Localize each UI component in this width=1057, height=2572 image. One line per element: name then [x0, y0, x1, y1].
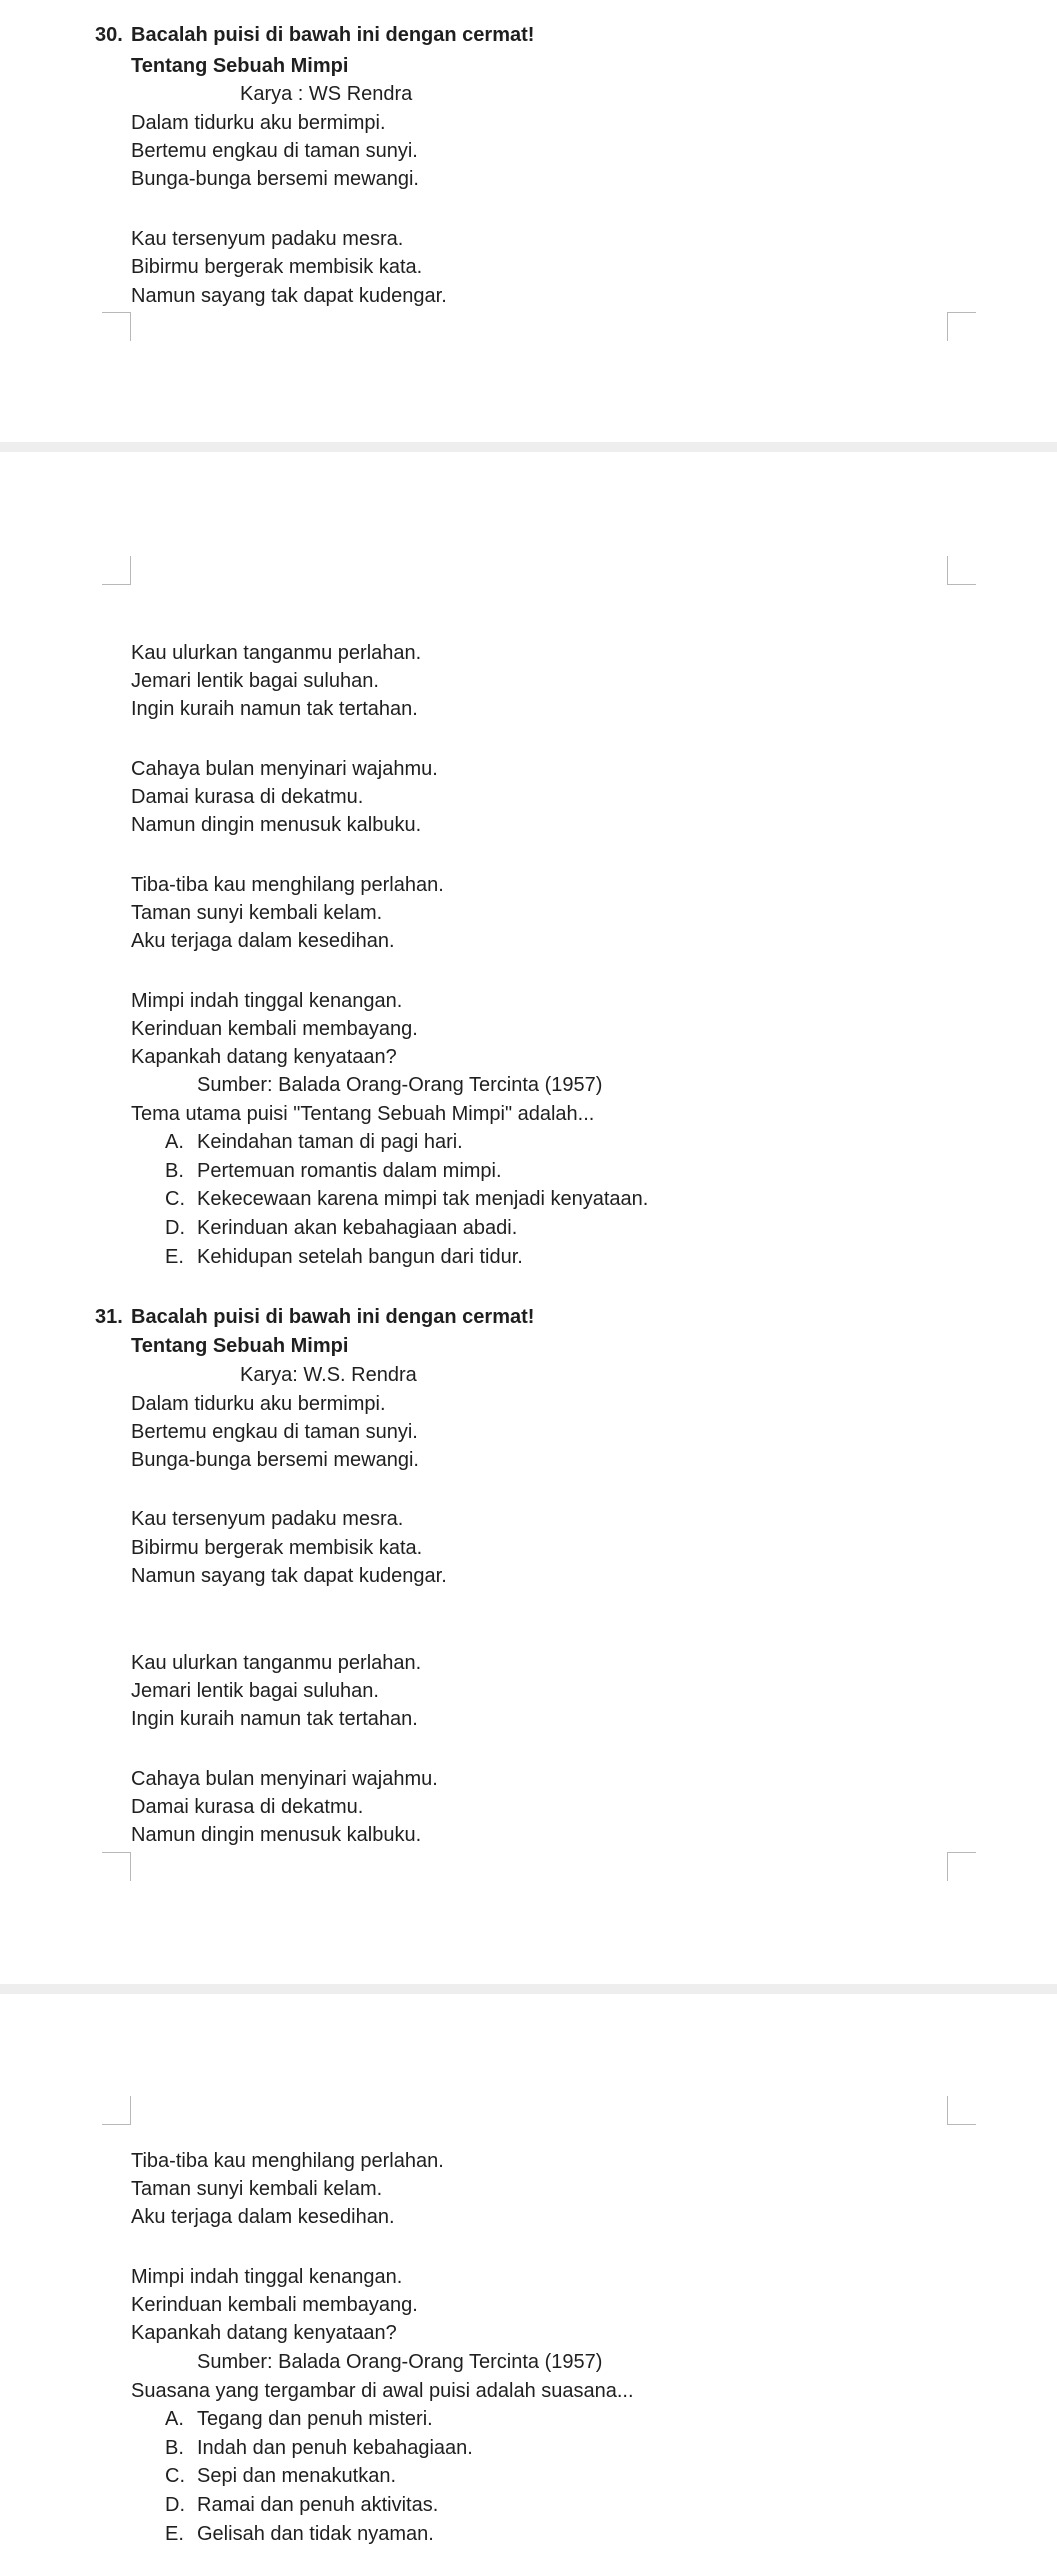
- poem-title: Tentang Sebuah Mimpi: [131, 55, 349, 77]
- poem-line: Aku terjaga dalam kesedihan.: [131, 2206, 395, 2228]
- poem-source: Sumber: Balada Orang-Orang Tercinta (1957): [197, 2351, 603, 2373]
- question-text: Tema utama puisi "Tentang Sebuah Mimpi" adalah...: [131, 1103, 595, 1125]
- option-letter: C.: [165, 2465, 185, 2487]
- document-page-1: [0, 0, 1057, 442]
- page-corner-mark: [102, 556, 131, 585]
- page-break: [0, 1984, 1057, 1994]
- option-text: Sepi dan menakutkan.: [197, 2465, 397, 2487]
- poem-line: Bibirmu bergerak membisik kata.: [131, 1537, 423, 1559]
- poem-line: Namun dingin menusuk kalbuku.: [131, 1824, 422, 1846]
- poem-line: Damai kurasa di dekatmu.: [131, 786, 364, 808]
- poem-source: Sumber: Balada Orang-Orang Tercinta (1957): [197, 1074, 603, 1096]
- poem-line: Kerinduan kembali membayang.: [131, 1018, 418, 1040]
- poem-line: Namun sayang tak dapat kudengar.: [131, 1565, 447, 1587]
- page-corner-mark: [947, 556, 976, 585]
- question-number: 31.: [95, 1306, 123, 1328]
- poem-line: Taman sunyi kembali kelam.: [131, 902, 383, 924]
- document-page-2: [0, 452, 1057, 1984]
- option-letter: E.: [165, 2523, 184, 2545]
- poem-line: Bunga-bunga bersemi mewangi.: [131, 168, 419, 190]
- option-text: Pertemuan romantis dalam mimpi.: [197, 1160, 502, 1182]
- option-text: Keindahan taman di pagi hari.: [197, 1131, 463, 1153]
- poem-line: Kau tersenyum padaku mesra.: [131, 1508, 404, 1530]
- option-text: Gelisah dan tidak nyaman.: [197, 2523, 434, 2545]
- option-letter: E.: [165, 1246, 184, 1268]
- option-letter: D.: [165, 1217, 185, 1239]
- option-text: Indah dan penuh kebahagiaan.: [197, 2437, 473, 2459]
- poem-line: Damai kurasa di dekatmu.: [131, 1796, 364, 1818]
- poem-line: Cahaya bulan menyinari wajahmu.: [131, 1768, 438, 1790]
- poem-line: Kapankah datang kenyataan?: [131, 2322, 397, 2344]
- question-instruction: Bacalah puisi di bawah ini dengan cermat!: [131, 24, 535, 46]
- option-letter: A.: [165, 1131, 184, 1153]
- question-instruction: Bacalah puisi di bawah ini dengan cermat!: [131, 1306, 535, 1328]
- poem-line: Bertemu engkau di taman sunyi.: [131, 140, 418, 162]
- page-corner-mark: [102, 312, 131, 341]
- poem-line: Taman sunyi kembali kelam.: [131, 2178, 383, 2200]
- poem-line: Bertemu engkau di taman sunyi.: [131, 1421, 418, 1443]
- option-letter: B.: [165, 1160, 184, 1182]
- poem-line: Dalam tidurku aku bermimpi.: [131, 112, 386, 134]
- poem-line: Ingin kuraih namun tak tertahan.: [131, 1708, 418, 1730]
- poem-line: Tiba-tiba kau menghilang perlahan.: [131, 2150, 444, 2172]
- poem-line: Mimpi indah tinggal kenangan.: [131, 2266, 403, 2288]
- poem-line: Kapankah datang kenyataan?: [131, 1046, 397, 1068]
- poem-line: Namun dingin menusuk kalbuku.: [131, 814, 422, 836]
- option-text: Kerinduan akan kebahagiaan abadi.: [197, 1217, 518, 1239]
- document-page-3: [0, 1994, 1057, 2572]
- poem-line: Kau tersenyum padaku mesra.: [131, 228, 404, 250]
- poem-line: Dalam tidurku aku bermimpi.: [131, 1393, 386, 1415]
- option-letter: A.: [165, 2408, 184, 2430]
- option-text: Ramai dan penuh aktivitas.: [197, 2494, 439, 2516]
- option-letter: D.: [165, 2494, 185, 2516]
- poem-line: Jemari lentik bagai suluhan.: [131, 670, 379, 692]
- page-corner-mark: [102, 2096, 131, 2125]
- option-text: Kekecewaan karena mimpi tak menjadi kenyataan.: [197, 1188, 649, 1210]
- question-number: 30.: [95, 24, 123, 46]
- poem-title: Tentang Sebuah Mimpi: [131, 1335, 349, 1357]
- poem-line: Aku terjaga dalam kesedihan.: [131, 930, 395, 952]
- poem-line: Jemari lentik bagai suluhan.: [131, 1680, 379, 1702]
- option-text: Kehidupan setelah bangun dari tidur.: [197, 1246, 523, 1268]
- option-letter: B.: [165, 2437, 184, 2459]
- page-corner-mark: [102, 1852, 131, 1881]
- poem-line: Kau ulurkan tanganmu perlahan.: [131, 642, 422, 664]
- poem-line: Cahaya bulan menyinari wajahmu.: [131, 758, 438, 780]
- poem-author: Karya: W.S. Rendra: [240, 1364, 417, 1386]
- page-corner-mark: [947, 312, 976, 341]
- poem-line: Tiba-tiba kau menghilang perlahan.: [131, 874, 444, 896]
- option-text: Tegang dan penuh misteri.: [197, 2408, 433, 2430]
- poem-author: Karya : WS Rendra: [240, 83, 413, 105]
- page-break: [0, 442, 1057, 452]
- poem-line: Kerinduan kembali membayang.: [131, 2294, 418, 2316]
- option-letter: C.: [165, 1188, 185, 1210]
- poem-line: Mimpi indah tinggal kenangan.: [131, 990, 403, 1012]
- question-text: Suasana yang tergambar di awal puisi adalah suasana...: [131, 2380, 634, 2402]
- poem-line: Namun sayang tak dapat kudengar.: [131, 285, 447, 307]
- page-corner-mark: [947, 2096, 976, 2125]
- poem-line: Bibirmu bergerak membisik kata.: [131, 256, 423, 278]
- poem-line: Ingin kuraih namun tak tertahan.: [131, 698, 418, 720]
- poem-line: Bunga-bunga bersemi mewangi.: [131, 1449, 419, 1471]
- page-corner-mark: [947, 1852, 976, 1881]
- poem-line: Kau ulurkan tanganmu perlahan.: [131, 1652, 422, 1674]
